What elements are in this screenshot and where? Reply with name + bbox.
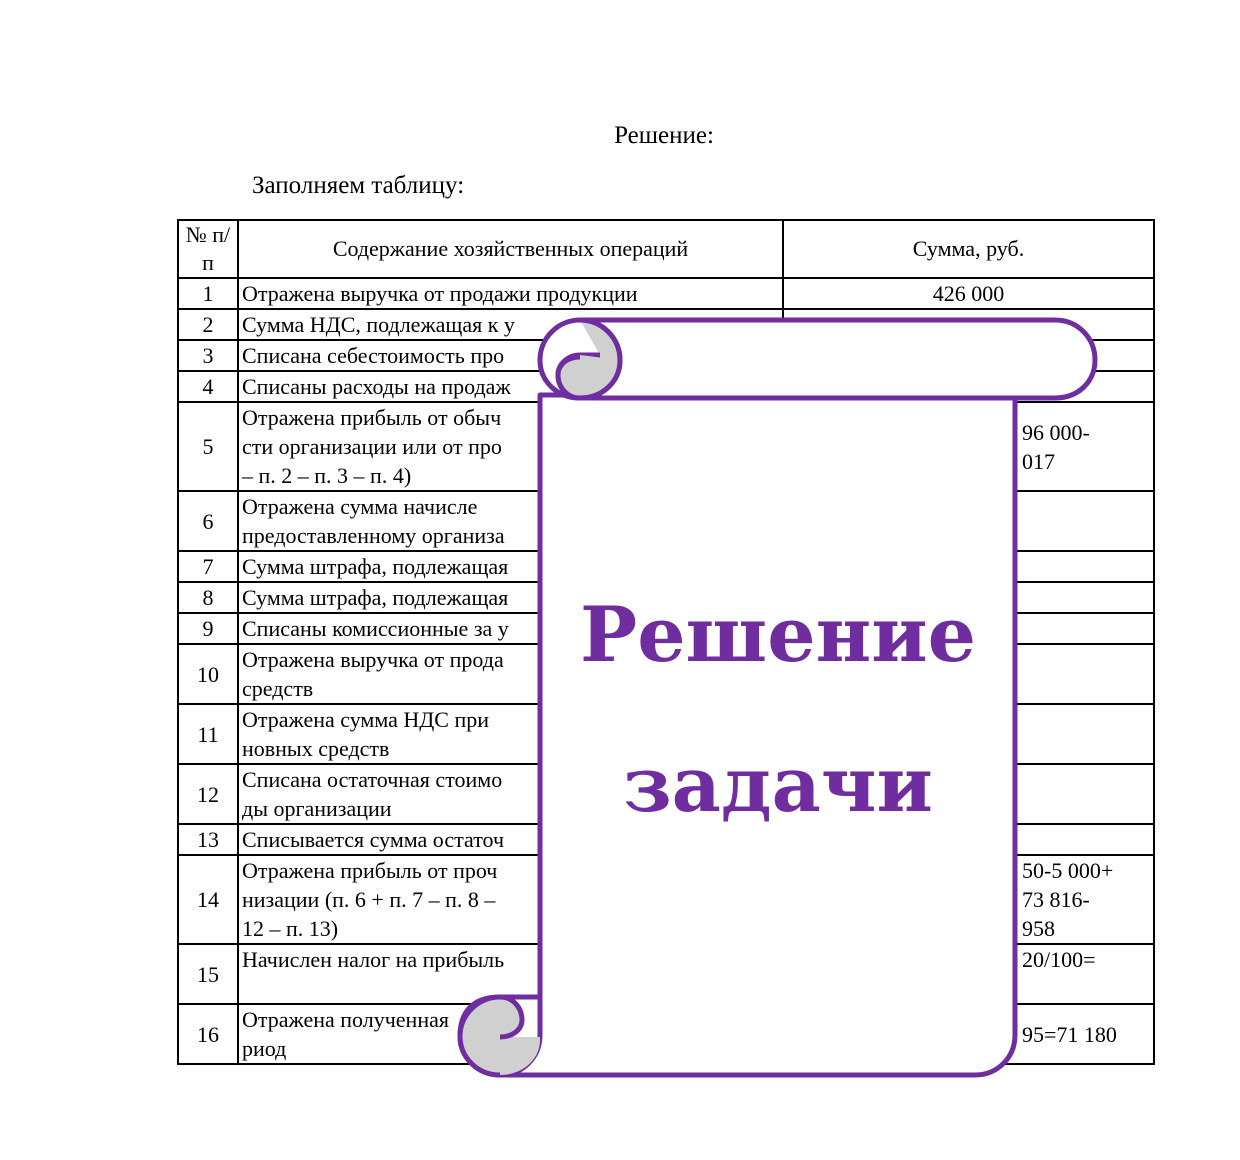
row-number: 10 [178, 644, 238, 704]
sum-line: 958 [1022, 916, 1055, 941]
sum-line: 73 816- [1022, 887, 1090, 912]
row-number: 6 [178, 491, 238, 551]
description-line: риод [242, 1036, 287, 1061]
row-sum: 426 000 [783, 278, 1154, 309]
banner-text [540, 560, 1016, 860]
row-number: 11 [178, 704, 238, 764]
row-number: 4 [178, 371, 238, 402]
description-line: Отражена прибыль от проч [242, 858, 498, 883]
sum-line: 50-5 000+ [1022, 858, 1114, 883]
row-number: 3 [178, 340, 238, 371]
row-number: 12 [178, 764, 238, 824]
description-line: Отражена сумма НДС при [242, 707, 490, 732]
header-sum: Сумма, руб. [783, 220, 1154, 278]
row-description: Сумма штрафа, подлежащая [238, 551, 783, 582]
row-number: 1 [178, 278, 238, 309]
header-description: Содержание хозяйственных операций [238, 220, 783, 278]
row-number: 16 [178, 1004, 238, 1064]
row-description: Списаны комиссионные за у [238, 613, 783, 644]
banner-line-1: Решение [580, 590, 976, 679]
row-number: 15 [178, 944, 238, 1004]
row-number: 2 [178, 309, 238, 340]
description-line: Отражена полученная [242, 1007, 449, 1032]
description-line: новных средств [242, 736, 390, 761]
page-title: Решение: [614, 122, 714, 149]
header-number: № п/п [178, 220, 238, 278]
description-line: средств [242, 676, 314, 701]
row-number: 5 [178, 402, 238, 491]
description-line: ды организации [242, 796, 392, 821]
row-description: Сумма НДС, подлежащая к у [238, 309, 783, 340]
scroll-top-roll [540, 320, 1095, 398]
row-number: 13 [178, 824, 238, 855]
row-description: Отражена выручка от продажи продукции [238, 278, 783, 309]
description-line: – п. 2 – п. 3 – п. 4) [242, 463, 412, 488]
row-number: 9 [178, 613, 238, 644]
description-line: 12 – п. 13) [242, 916, 339, 941]
sum-line: 017 [1022, 448, 1055, 474]
description-line: предоставленному организа [242, 523, 505, 548]
description-line: Начислен налог на прибыль [242, 947, 505, 972]
intro-text: Заполняем таблицу: [252, 172, 465, 199]
description-line: низации (п. 6 + п. 7 – п. 8 – [242, 887, 496, 912]
description-line: Отражена прибыль от обыч [242, 405, 502, 430]
row-number: 8 [178, 582, 238, 613]
row-description: Списана себестоимость про [238, 340, 783, 371]
sum-line: 95=71 180 [1022, 1021, 1117, 1047]
description-line: сти организации или от про [242, 434, 502, 459]
description-line: Отражена сумма начисле [242, 494, 478, 519]
row-number: 14 [178, 855, 238, 944]
row-description: Списаны расходы на продаж [238, 371, 783, 402]
description-line: Отражена выручка от прода [242, 647, 504, 672]
row-description: Сумма штрафа, подлежащая [238, 582, 783, 613]
banner-line-2: задачи [623, 740, 933, 829]
description-line: Списана остаточная стоимо [242, 767, 503, 792]
sum-line: 96 000- [1022, 419, 1090, 445]
sum-line: 20/100= [1022, 947, 1096, 972]
row-description: Списывается сумма остаточ [238, 824, 783, 855]
row-number: 7 [178, 551, 238, 582]
